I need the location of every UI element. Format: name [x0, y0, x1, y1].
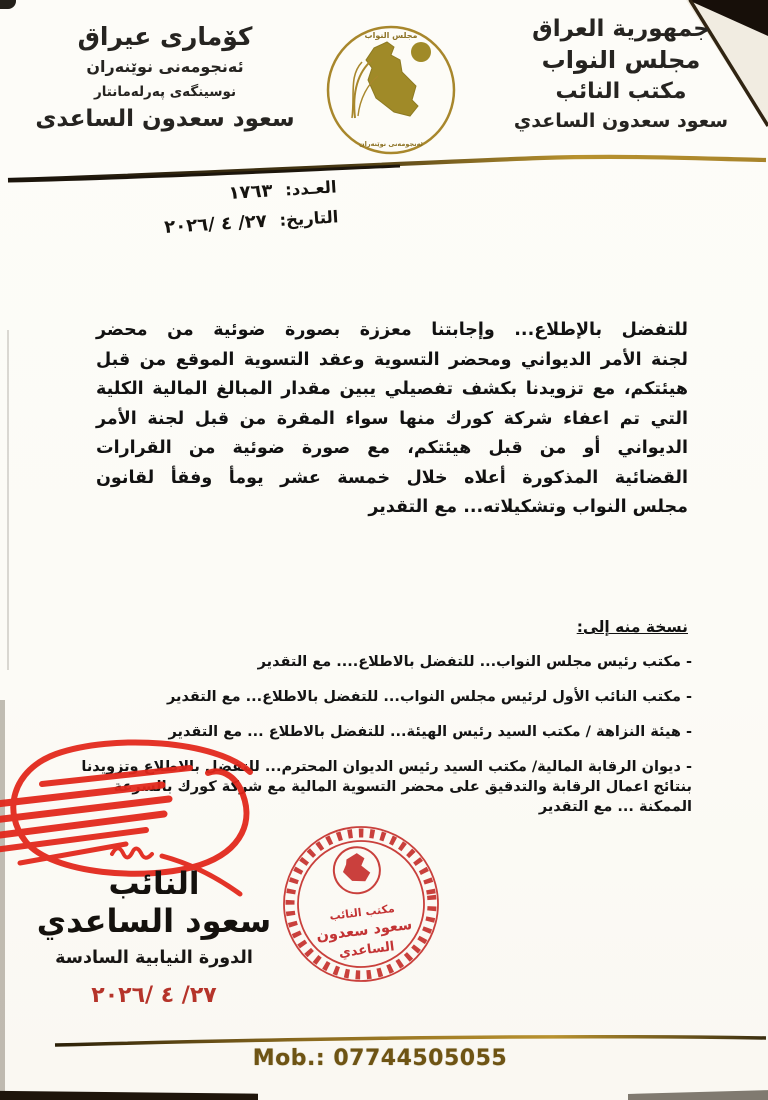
- header-divider-rule: [0, 150, 768, 195]
- header-kurdish-block: [22, 22, 308, 132]
- number-label: العـدد:: [284, 177, 338, 200]
- header-arabic-line4: سعود سعدون الساعدي: [513, 110, 729, 132]
- parliament-emblem-icon: [322, 18, 460, 160]
- copy-item: - مكتب النائب الأول لرئيس مجلس النواب... للتفضل بالاطلاع... مع التقدير: [167, 689, 692, 705]
- scan-corner-mark: [0, 0, 16, 9]
- body-line: التي تم اعفاء شركة كورك منها سواء المقرة من قبل لجنة الأمر: [96, 408, 688, 429]
- signature-block: [28, 866, 280, 1008]
- stamp-text-middle: سعود سعدون: [315, 916, 414, 945]
- number-value: ١٧٦٣: [227, 180, 274, 204]
- header-arabic-line1: جمهورية العراق: [532, 16, 710, 42]
- emblem-disc: [411, 42, 431, 62]
- header-arabic-line2: مجلس النواب: [541, 46, 701, 74]
- office-stamp: [270, 811, 451, 997]
- signature-stroke: [42, 768, 190, 784]
- date-value: ٢٧/ ٤ /٢٠٢٦: [163, 210, 268, 238]
- header-kurdish-line3: نوسینگەی پەرلەمانتار: [93, 84, 237, 100]
- header-kurdish-line2: ئەنجومەنی نوێنەران: [86, 57, 244, 76]
- header-arabic-block: [488, 16, 754, 132]
- parliament-term: الدورة النيابية السادسة: [55, 948, 253, 968]
- header-kurdish-line1: کۆماری عیراق: [77, 22, 253, 51]
- body-line: القضائية المذكورة أعلاه خلال خمسة عشر يومأ وفقأ لقانون: [96, 467, 688, 488]
- body-line: لجنة الأمر الديواني ومحضر التسوية وعقد التسوية الموقع من قبل: [96, 349, 688, 370]
- body-line: الديواني أو من قبل هيئتكم، مع صورة ضوئية من القرارات: [96, 438, 688, 458]
- footer-line-path: [55, 1037, 766, 1045]
- signer-title: النائب: [108, 866, 200, 902]
- copy-item: - ديوان الرقابة المالية/ مكتب السيد رئيس الديوان المحترم... للتفضل بالاطلاع وتزويدنا بنتائج اعمال الرقابة والتدقيق على محضر التسوية المالية مع شركة كورك بالسرعة الممكنة ... مع التقدير: [81, 759, 692, 815]
- stamp-iraq-map: [341, 852, 371, 884]
- body-line: مجلس النواب وتشكيلاته... مع التقدير: [368, 497, 688, 517]
- stamp-outer-ring: [275, 818, 447, 990]
- letter-body: [96, 316, 688, 523]
- divider-line-dark: [8, 166, 400, 181]
- signer-name: سعود الساعدي: [36, 902, 272, 940]
- signature-date: ٢٧/ ٤ /٢٠٢٦: [91, 983, 217, 1008]
- copy-item: - مكتب رئيس مجلس النواب... للتفضل بالاطلاع.... مع التقدير: [257, 654, 692, 670]
- copy-item: - هيئة النزاهة / مكتب السيد رئيس الهيئة... للتفضل بالاطلاع ... مع التقدير: [168, 724, 692, 740]
- emblem-bottom-text: ئەنجومەنی نوێنەران: [359, 140, 423, 148]
- header-arabic-line3: مكتب النائب: [555, 79, 687, 104]
- body-line: للتفضل بالإطلاع... وإجابتنا معززة بصورة ضوئية من محضر: [96, 320, 688, 340]
- body-line: هيئتكم، مع تزويدنا بكشف تفصيلي يبين مقدار المبالغ المالية الكلية: [96, 379, 688, 399]
- scan-edge-line: [7, 330, 9, 670]
- scan-bottom-edge-left: [0, 1086, 258, 1100]
- scan-bottom-edge-right: [628, 1089, 768, 1100]
- date-label: التاريخ:: [278, 207, 339, 230]
- footer-mobile-number: Mob.: 07744505055: [252, 1046, 508, 1071]
- signature-squiggle: [112, 848, 152, 858]
- copies-heading: نسخة منه إلى:: [576, 618, 688, 636]
- stamp-text-bottom: الساعدي: [338, 939, 396, 961]
- header-kurdish-line4: سعود سعدون الساعدی: [35, 106, 295, 132]
- emblem-top-text: مجلس النواب: [364, 31, 418, 40]
- stamp-text-top: مكتب النائب: [328, 901, 396, 923]
